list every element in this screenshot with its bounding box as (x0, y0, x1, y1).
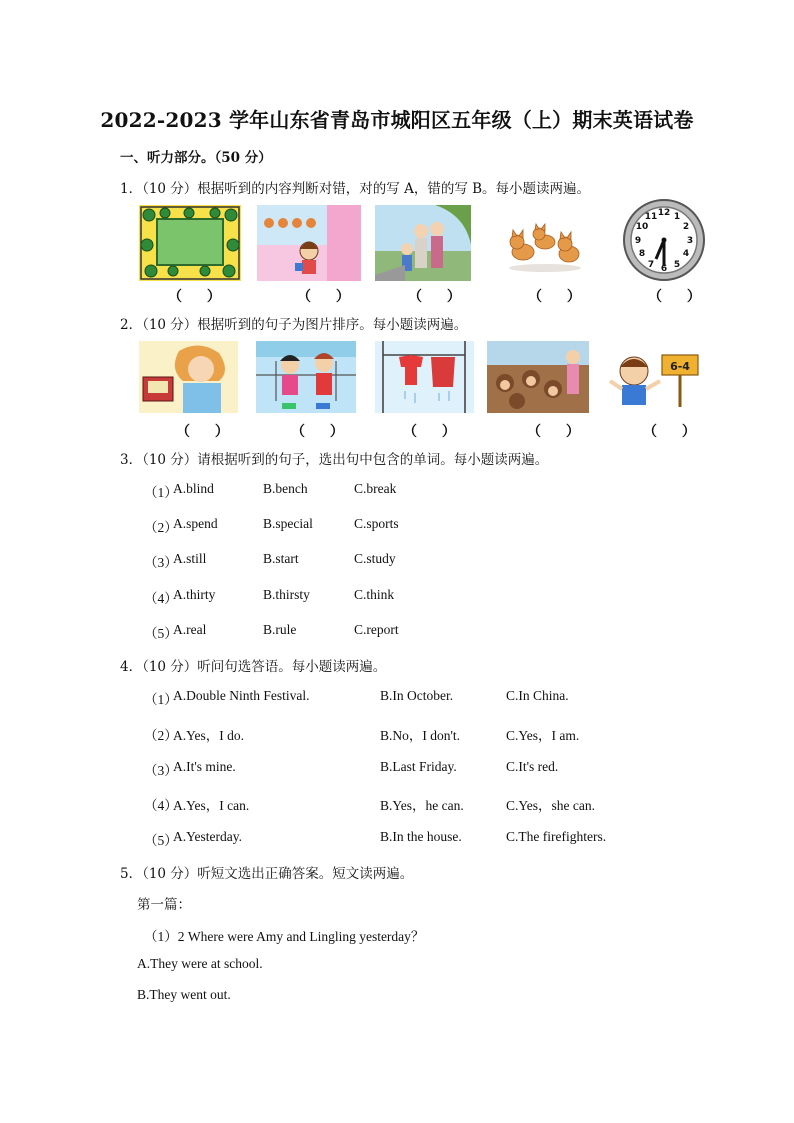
option-a[interactable]: A.real (173, 622, 207, 637)
question-4-prompt: 4．（10 分）听问句选答语。每小题读两遍。 (120, 659, 387, 675)
option-a[interactable]: A.Double Ninth Festival. (173, 688, 310, 703)
option-c[interactable]: C.think (354, 587, 395, 602)
option-c[interactable]: C.It's red. (506, 759, 559, 774)
clock-number-11: 11 (644, 212, 658, 222)
clock-picture (622, 198, 706, 282)
item-number: （3） (144, 555, 178, 570)
option-b[interactable]: B.Last Friday. (380, 759, 457, 774)
option-b[interactable]: B.In October. (380, 688, 454, 703)
option-b[interactable]: B.bench (263, 481, 308, 496)
item-number: （1） (144, 485, 178, 500)
item-number: （2） (144, 520, 178, 535)
option-b[interactable]: B.special (263, 516, 313, 531)
answer-blank[interactable]: （ ） (403, 424, 466, 440)
option-c[interactable]: C.break (354, 481, 397, 496)
option-a[interactable]: A.Yes，I can. (173, 798, 250, 813)
option-c[interactable]: C.The firefighters. (506, 829, 607, 844)
answer-blank[interactable]: （ ） (291, 424, 354, 440)
clock-number-4: 4 (682, 249, 690, 259)
kids-skating-picture (256, 341, 356, 413)
option-a[interactable]: A.spend (173, 516, 218, 531)
option-b[interactable]: B.No，I don't. (380, 728, 461, 743)
option-b[interactable]: B.Yes，he can. (380, 798, 464, 813)
answer-blank[interactable]: （ ） (527, 424, 590, 440)
passage-question: （1）2 Where were Amy and Lingling yesterday？ (144, 929, 425, 944)
option-c[interactable]: C.In China. (506, 688, 569, 703)
item-number: （4） (144, 798, 178, 813)
answer-blank[interactable]: （ ） (176, 424, 239, 440)
option-c[interactable]: C.Yes，I am. (506, 728, 580, 743)
kittens-picture (505, 212, 585, 274)
clock-number-10: 10 (635, 222, 649, 232)
option-a[interactable]: A.They were at school. (137, 956, 263, 971)
option-a[interactable]: A.Yes，I do. (173, 728, 245, 743)
passage-label: 第一篇： (137, 897, 191, 912)
clock-number-3: 3 (686, 236, 694, 246)
clock-number-1: 1 (673, 212, 681, 222)
clock-number-5: 5 (673, 260, 681, 270)
sign-text: 6-4 (670, 360, 690, 373)
question-2-prompt: 2．（10 分）根据听到的句子为图片排序。每小题读两遍。 (120, 317, 468, 333)
option-c[interactable]: C.study (354, 551, 396, 566)
option-a[interactable]: A.blind (173, 481, 214, 496)
option-a[interactable]: A.It's mine. (173, 759, 236, 774)
option-c[interactable]: C.Yes，she can. (506, 798, 596, 813)
park-picture (139, 205, 241, 281)
answer-blank[interactable]: （ ） (408, 289, 471, 305)
answer-blank[interactable]: （ ） (643, 424, 706, 440)
family-walk-picture (375, 205, 471, 281)
option-b[interactable]: B.In the house. (380, 829, 462, 844)
option-b[interactable]: B.They went out. (137, 987, 231, 1002)
clock-number-12: 12 (657, 208, 671, 218)
page-title: 2022-2023 学年山东省青岛市城阳区五年级（上）期末英语试卷 (100, 108, 694, 132)
clock-number-8: 8 (638, 249, 646, 259)
clock-number-6: 6 (660, 264, 668, 274)
boy-sign-picture (606, 341, 704, 413)
clock-number-7: 7 (647, 260, 655, 270)
section-listening: 一、听力部分。（50 分） (120, 150, 272, 166)
clothes-line-picture (375, 341, 474, 413)
clock-number-9: 9 (634, 236, 642, 246)
option-a[interactable]: A.still (173, 551, 207, 566)
item-number: （4） (144, 591, 178, 606)
girl-game-picture (139, 341, 238, 413)
item-number: （5） (144, 626, 178, 641)
answer-blank[interactable]: （ ） (648, 289, 711, 305)
answer-blank[interactable]: （ ） (297, 289, 360, 305)
option-b[interactable]: B.rule (263, 622, 297, 637)
answer-blank[interactable]: （ ） (168, 289, 231, 305)
question-5-prompt: 5．（10 分）听短文选出正确答案。短文读两遍。 (120, 866, 414, 882)
item-number: （2） (144, 728, 178, 743)
monkeys-picture (487, 341, 589, 413)
answer-blank[interactable]: （ ） (528, 289, 591, 305)
option-b[interactable]: B.thirsty (263, 587, 310, 602)
item-number: （3） (144, 763, 178, 778)
option-a[interactable]: A.Yesterday. (173, 829, 242, 844)
clock-number-2: 2 (682, 222, 690, 232)
option-b[interactable]: B.start (263, 551, 299, 566)
question-3-prompt: 3．（10 分）请根据听到的句子，选出句中包含的单词。每小题读两遍。 (120, 452, 549, 468)
question-1-prompt: 1．（10 分）根据听到的内容判断对错，对的写 A，错的写 B。每小题读两遍。 (120, 181, 591, 197)
girl-store-picture (257, 205, 361, 281)
item-number: （1） (144, 692, 178, 707)
option-c[interactable]: C.sports (354, 516, 399, 531)
option-c[interactable]: C.report (354, 622, 399, 637)
item-number: （5） (144, 833, 178, 848)
option-a[interactable]: A.thirty (173, 587, 216, 602)
